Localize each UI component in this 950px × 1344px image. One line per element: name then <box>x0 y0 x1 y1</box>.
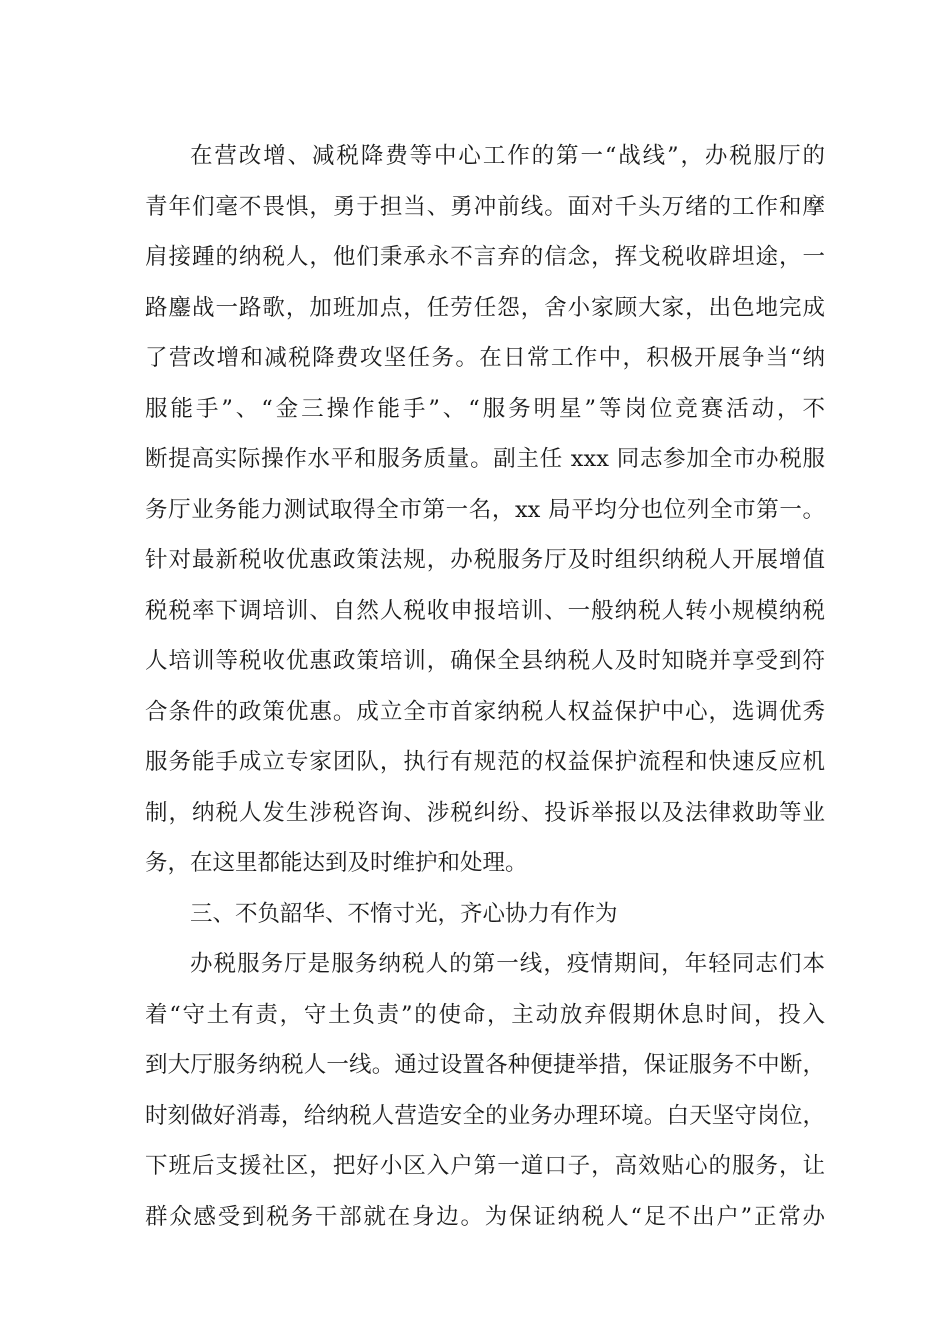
paragraph-line: 群众感受到税务干部就在身边。为保证纳税人“足不出户”正常办 <box>145 1203 825 1230</box>
paragraph-line: 服务能手成立专家团队，执行有规范的权益保护流程和快速反应机 <box>145 749 825 775</box>
paragraph-line: 服能手”、“金三操作能手”、“服务明星”等岗位竞赛活动，不 <box>145 395 825 422</box>
paragraph-line: 务厅业务能力测试取得全市第一名，xx 局平均分也位列全市第一。 <box>145 496 825 523</box>
paragraph-line: 断提高实际操作水平和服务质量。副主任 xxx 同志参加全市办税服 <box>145 446 825 472</box>
paragraph-line: 到大厅服务纳税人一线。通过设置各种便捷举措，保证服务不中断， <box>145 1052 825 1078</box>
document-body <box>145 131 825 1242</box>
paragraph-line: 路鏖战一路歌，加班加点，任劳任怨，舍小家顾大家，出色地完成 <box>145 294 825 321</box>
paragraph-line: 肩接踵的纳税人，他们秉承永不言弃的信念，挥戈税收辟坦途，一 <box>145 244 825 270</box>
paragraph-line: 办税服务厅是服务纳税人的第一线，疫情期间，年轻同志们本 <box>190 951 825 977</box>
paragraph-line: 针对最新税收优惠政策法规，办税服务厅及时组织纳税人开展增值 <box>145 547 825 573</box>
paragraph-line: 青年们毫不畏惧，勇于担当、勇冲前线。面对千头万绪的工作和摩 <box>145 193 825 220</box>
paragraph-line: 合条件的政策优惠。成立全市首家纳税人权益保护中心，选调优秀 <box>145 698 825 725</box>
paragraph-line: 了营改增和减税降费攻坚任务。在日常工作中，积极开展争当“纳 <box>145 345 825 371</box>
paragraph-line: 务，在这里都能达到及时维护和处理。 <box>145 850 528 876</box>
paragraph-line: 着“守土有责，守土负责”的使命，主动放弃假期休息时间，投入 <box>145 1001 825 1028</box>
paragraph-line: 时刻做好消毒，给纳税人营造安全的业务办理环境。白天坚守岗位， <box>145 1102 825 1129</box>
paragraph-line: 下班后支援社区，把好小区入户第一道口子，高效贴心的服务，让 <box>145 1153 825 1179</box>
section-heading: 三、不负韶华、不惰寸光，齐心协力有作为 <box>190 900 618 927</box>
paragraph-line: 在营改增、减税降费等中心工作的第一“战线”，办税服厅的 <box>190 143 825 169</box>
paragraph-line: 人培训等税收优惠政策培训，确保全县纳税人及时知晓并享受到符 <box>145 648 825 674</box>
paragraph-line: 税税率下调培训、自然人税收申报培训、一般纳税人转小规模纳税 <box>145 597 825 624</box>
paragraph-line: 制，纳税人发生涉税咨询、涉税纠纷、投诉举报以及法律救助等业 <box>145 799 825 826</box>
